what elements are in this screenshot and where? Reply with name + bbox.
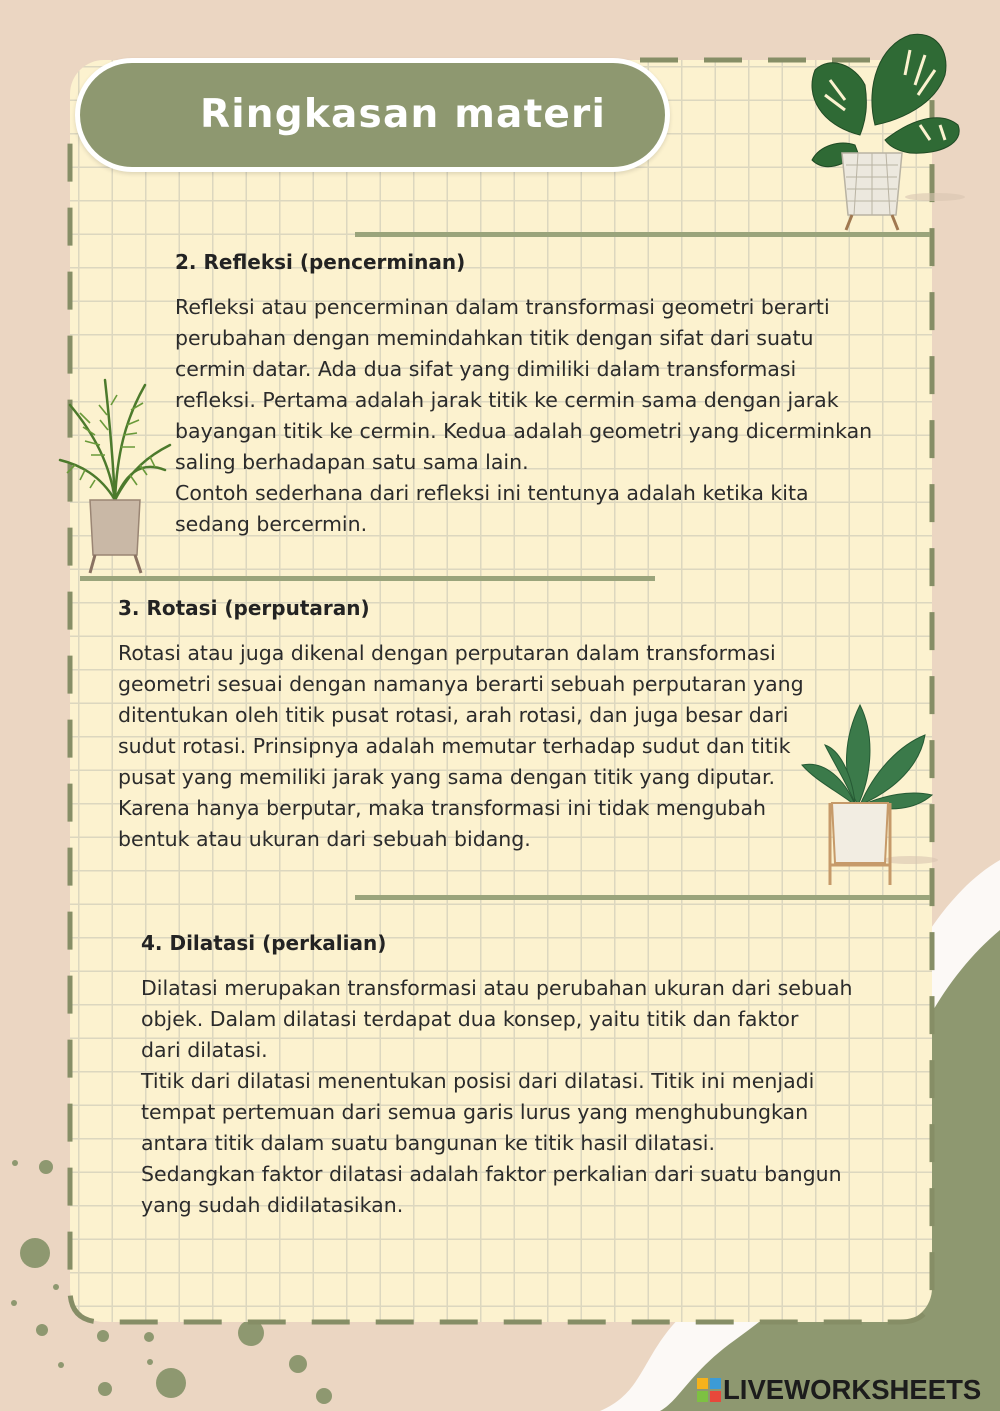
text-line: Dilatasi merupakan transformasi atau perubahan ukuran dari sebuah: [141, 976, 853, 1000]
section-body-dilatasi: [141, 973, 853, 1221]
text-line: bentuk atau ukuran dari sebuah bidang.: [118, 827, 531, 851]
text-line: Refleksi atau pencerminan dalam transformasi geometri berarti: [175, 295, 830, 319]
text-line: yang sudah didilatasikan.: [141, 1193, 404, 1217]
text-line: Karena hanya berputar, maka transformasi ini tidak mengubah: [118, 796, 767, 820]
page-title: Ringkasan materi: [200, 92, 607, 137]
text-line: sudut rotasi. Prinsipnya adalah memutar terhadap sudut dan titik: [118, 734, 791, 758]
liveworksheets-mark-icon: [697, 1378, 721, 1402]
leafy-plant-icon: [800, 685, 940, 895]
text-line: Rotasi atau juga dikenal dengan perputaran dalam transformasi: [118, 641, 776, 665]
text-line: Titik dari dilatasi menentukan posisi dari dilatasi. Titik ini menjadi: [141, 1069, 815, 1093]
text-line: refleksi. Pertama adalah jarak titik ke cermin sama dengan jarak: [175, 388, 839, 412]
text-line: Contoh sederhana dari refleksi ini tentunya adalah ketika kita: [175, 481, 809, 505]
text-line: sedang bercermin.: [175, 512, 368, 536]
text-line: bayangan titik ke cermin. Kedua adalah geometri yang dicerminkan: [175, 419, 873, 443]
text-line: antara titik dalam suatu bangunan ke titik hasil dilatasi.: [141, 1131, 715, 1155]
monstera-plant-icon: [800, 25, 965, 235]
section-heading-rotasi: 3. Rotasi (perputaran): [118, 596, 370, 620]
palm-plant-icon: [55, 375, 180, 580]
text-line: ditentukan oleh titik pusat rotasi, arah rotasi, dan juga besar dari: [118, 703, 789, 727]
section-heading-dilatasi: 4. Dilatasi (perkalian): [141, 931, 387, 955]
text-line: geometri sesuai dengan namanya berarti sebuah perputaran yang: [118, 672, 804, 696]
text-line: pusat yang memiliki jarak yang sama dengan titik yang diputar.: [118, 765, 776, 789]
text-line: dari dilatasi.: [141, 1038, 268, 1062]
liveworksheets-logo: [697, 1374, 981, 1406]
title-banner: [75, 58, 670, 172]
section-heading-refleksi: 2. Refleksi (pencerminan): [175, 250, 466, 274]
section-body-rotasi: [118, 638, 804, 855]
divider-line-3: [355, 895, 930, 900]
section-body-refleksi: [175, 292, 872, 540]
text-line: saling berhadapan satu sama lain.: [175, 450, 529, 474]
text-line: perubahan dengan memindahkan titik dengan sifat dari suatu: [175, 326, 814, 350]
text-line: Sedangkan faktor dilatasi adalah faktor perkalian dari suatu bangun: [141, 1162, 842, 1186]
watermark-text: LIVEWORKSHEETS: [723, 1374, 982, 1405]
text-line: tempat pertemuan dari semua garis lurus yang menghubungkan: [141, 1100, 809, 1124]
text-line: cermin datar. Ada dua sifat yang dimiliki dalam transformasi: [175, 357, 797, 381]
text-line: objek. Dalam dilatasi terdapat dua konsep, yaitu titik dan faktor: [141, 1007, 799, 1031]
